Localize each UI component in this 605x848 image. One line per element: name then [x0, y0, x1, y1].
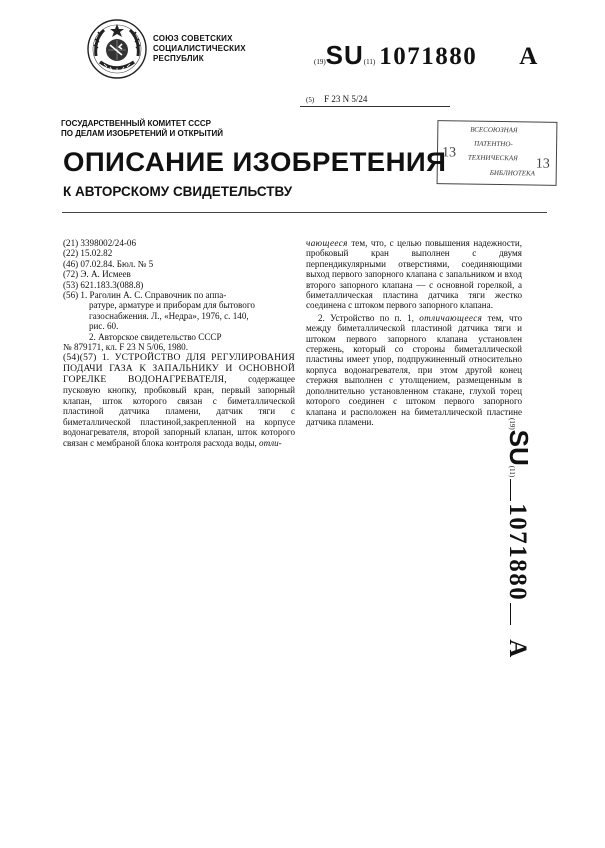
margin-country-code: SU	[504, 429, 534, 466]
biblio-field-56-cont: рис. 60.	[89, 321, 119, 332]
stamp-line: БИБЛИОТЕКА	[489, 168, 536, 178]
claim-1-cont-text: тем, что, с целью повышения надежности, пробковый кран выполнен с двумя перпендикулярными отверстиями, соединяющими выход первого запорного клапана с запальником и вход второго запорного клапана — с основной горелкой, а биметаллическая пластина датчика тяги жестко соединена с штоком первого запорного клапана.	[306, 238, 522, 311]
biblio-ref-2-cont: № 879171, кл. F 23 N 5/06, 1980.	[63, 342, 188, 353]
claim-2-text: тем, что между биметаллической пластиной датчика тяги и штоком первого запорного клапана установлен стержень, который со стороны биметаллической пластины имеет упор, подпружиненный относительно корпуса водонагревателя, при этом другой конец стержня выполнен с утолщением, размещенным в дополнительно установленном стакане, глухой торец которого соединен с штоком первого запорного клапана и расположен на биметаллической пластине датчика пламени.	[306, 312, 523, 427]
claim-1-emphasis-cont: чающееся	[306, 238, 348, 248]
country-code: SU	[325, 40, 364, 70]
margin-number-code-label: (11)	[508, 465, 516, 478]
claim-1-paragraph	[63, 352, 295, 447]
biblio-ref-2: 2. Авторское свидетельство СССР	[89, 331, 222, 342]
claims-column	[306, 238, 522, 427]
country-name	[153, 34, 246, 64]
country-name-line: СОЮЗ СОВЕТСКИХ	[153, 34, 233, 43]
committee-name	[61, 119, 223, 139]
claim-2-paragraph	[306, 313, 522, 427]
claim-title: (54)(57) 1. УСТРОЙСТВО ДЛЯ РЕГУЛИРОВАНИЯ ПОДАЧИ ГАЗА К ЗАПАЛЬНИКУ И ОСНОВНОЙ ГОРЕЛКЕ ВОДОНАГРЕВАТЕЛЯ,	[63, 352, 295, 386]
committee-line: ПО ДЕЛАМ ИЗОБРЕТЕНИЙ И ОТКРЫТИЙ	[61, 129, 224, 138]
biblio-field-56: (56) 1. Раголин А. С. Справочник по аппа-	[63, 290, 227, 301]
patent-number: 1071880	[379, 43, 478, 70]
stamp-line: ПАТЕНТНО-	[474, 139, 513, 149]
bibliographic-column	[63, 238, 295, 448]
ipc-code-label: (5)	[306, 96, 315, 104]
claim-1-continuation	[306, 238, 522, 311]
biblio-field-53: (53) 621.183.3(088.8)	[63, 279, 144, 290]
committee-line: ГОСУДАРСТВЕННЫЙ КОМИТЕТ СССР	[61, 119, 211, 128]
margin-underline	[510, 479, 511, 501]
stamp-mark-left: 13	[441, 145, 457, 161]
ipc-classification	[306, 94, 367, 104]
country-name-line: СОЦИАЛИСТИЧЕСКИХ	[153, 44, 246, 53]
country-name-line: РЕСПУБЛИК	[153, 54, 204, 63]
margin-underline	[510, 603, 511, 625]
header-divider	[62, 212, 547, 213]
claim-1-emphasis: отли-	[259, 437, 282, 448]
biblio-field-56-cont: газоснабжения. Л., «Недра», 1976, с. 140,	[89, 310, 249, 321]
biblio-field-56-cont: ратуре, арматуре и приборам для бытового	[89, 300, 255, 311]
biblio-field-46: (46) 07.02.84. Бюл. № 5	[63, 258, 154, 269]
ipc-value: F 23 N 5/24	[324, 94, 368, 104]
document-subtitle: К АВТОРСКОМУ СВИДЕТЕЛЬСТВУ	[63, 184, 293, 199]
library-stamp	[437, 120, 558, 186]
stamp-mark-right: 13	[535, 156, 550, 172]
claim-2-emphasis: отличающееся	[419, 312, 483, 323]
margin-country-code-label: (19)	[508, 418, 516, 430]
country-code-label: (19)	[314, 58, 326, 66]
state-emblem-icon	[86, 18, 148, 80]
patent-kind: A	[519, 43, 538, 70]
claim-1-text: содержащее пусковую кнопку, пробковый кран, первый запорный клапан, шток которого связан с биметаллической пластиной датчика пламени, датчик тяги с биметаллической пластиной,закрепленной на корпусе водонагревателя, второй запорный клапан, шток которого связан с мембраной блока контроля расхода воды,	[63, 374, 295, 448]
number-code-label: (11)	[363, 58, 376, 66]
document-title: ОПИСАНИЕ ИЗОБРЕТЕНИЯ	[63, 147, 447, 177]
biblio-field-72: (72) Э. А. Исмеев	[63, 269, 131, 280]
biblio-field-22: (22) 15.02.82	[63, 248, 113, 259]
ipc-underline	[300, 106, 450, 107]
margin-patent-number	[500, 418, 534, 668]
claim-2-lead: 2. Устройство по п. 1,	[318, 312, 420, 323]
stamp-line: ВСЕСОЮЗНАЯ	[470, 125, 518, 135]
margin-patent-number-value: 1071880	[504, 503, 531, 602]
stamp-line: ТЕХНИЧЕСКАЯ	[467, 153, 518, 163]
biblio-field-21: (21) 3398002/24-06	[63, 238, 136, 248]
patent-number-header	[314, 40, 574, 70]
margin-patent-kind: A	[504, 639, 531, 658]
